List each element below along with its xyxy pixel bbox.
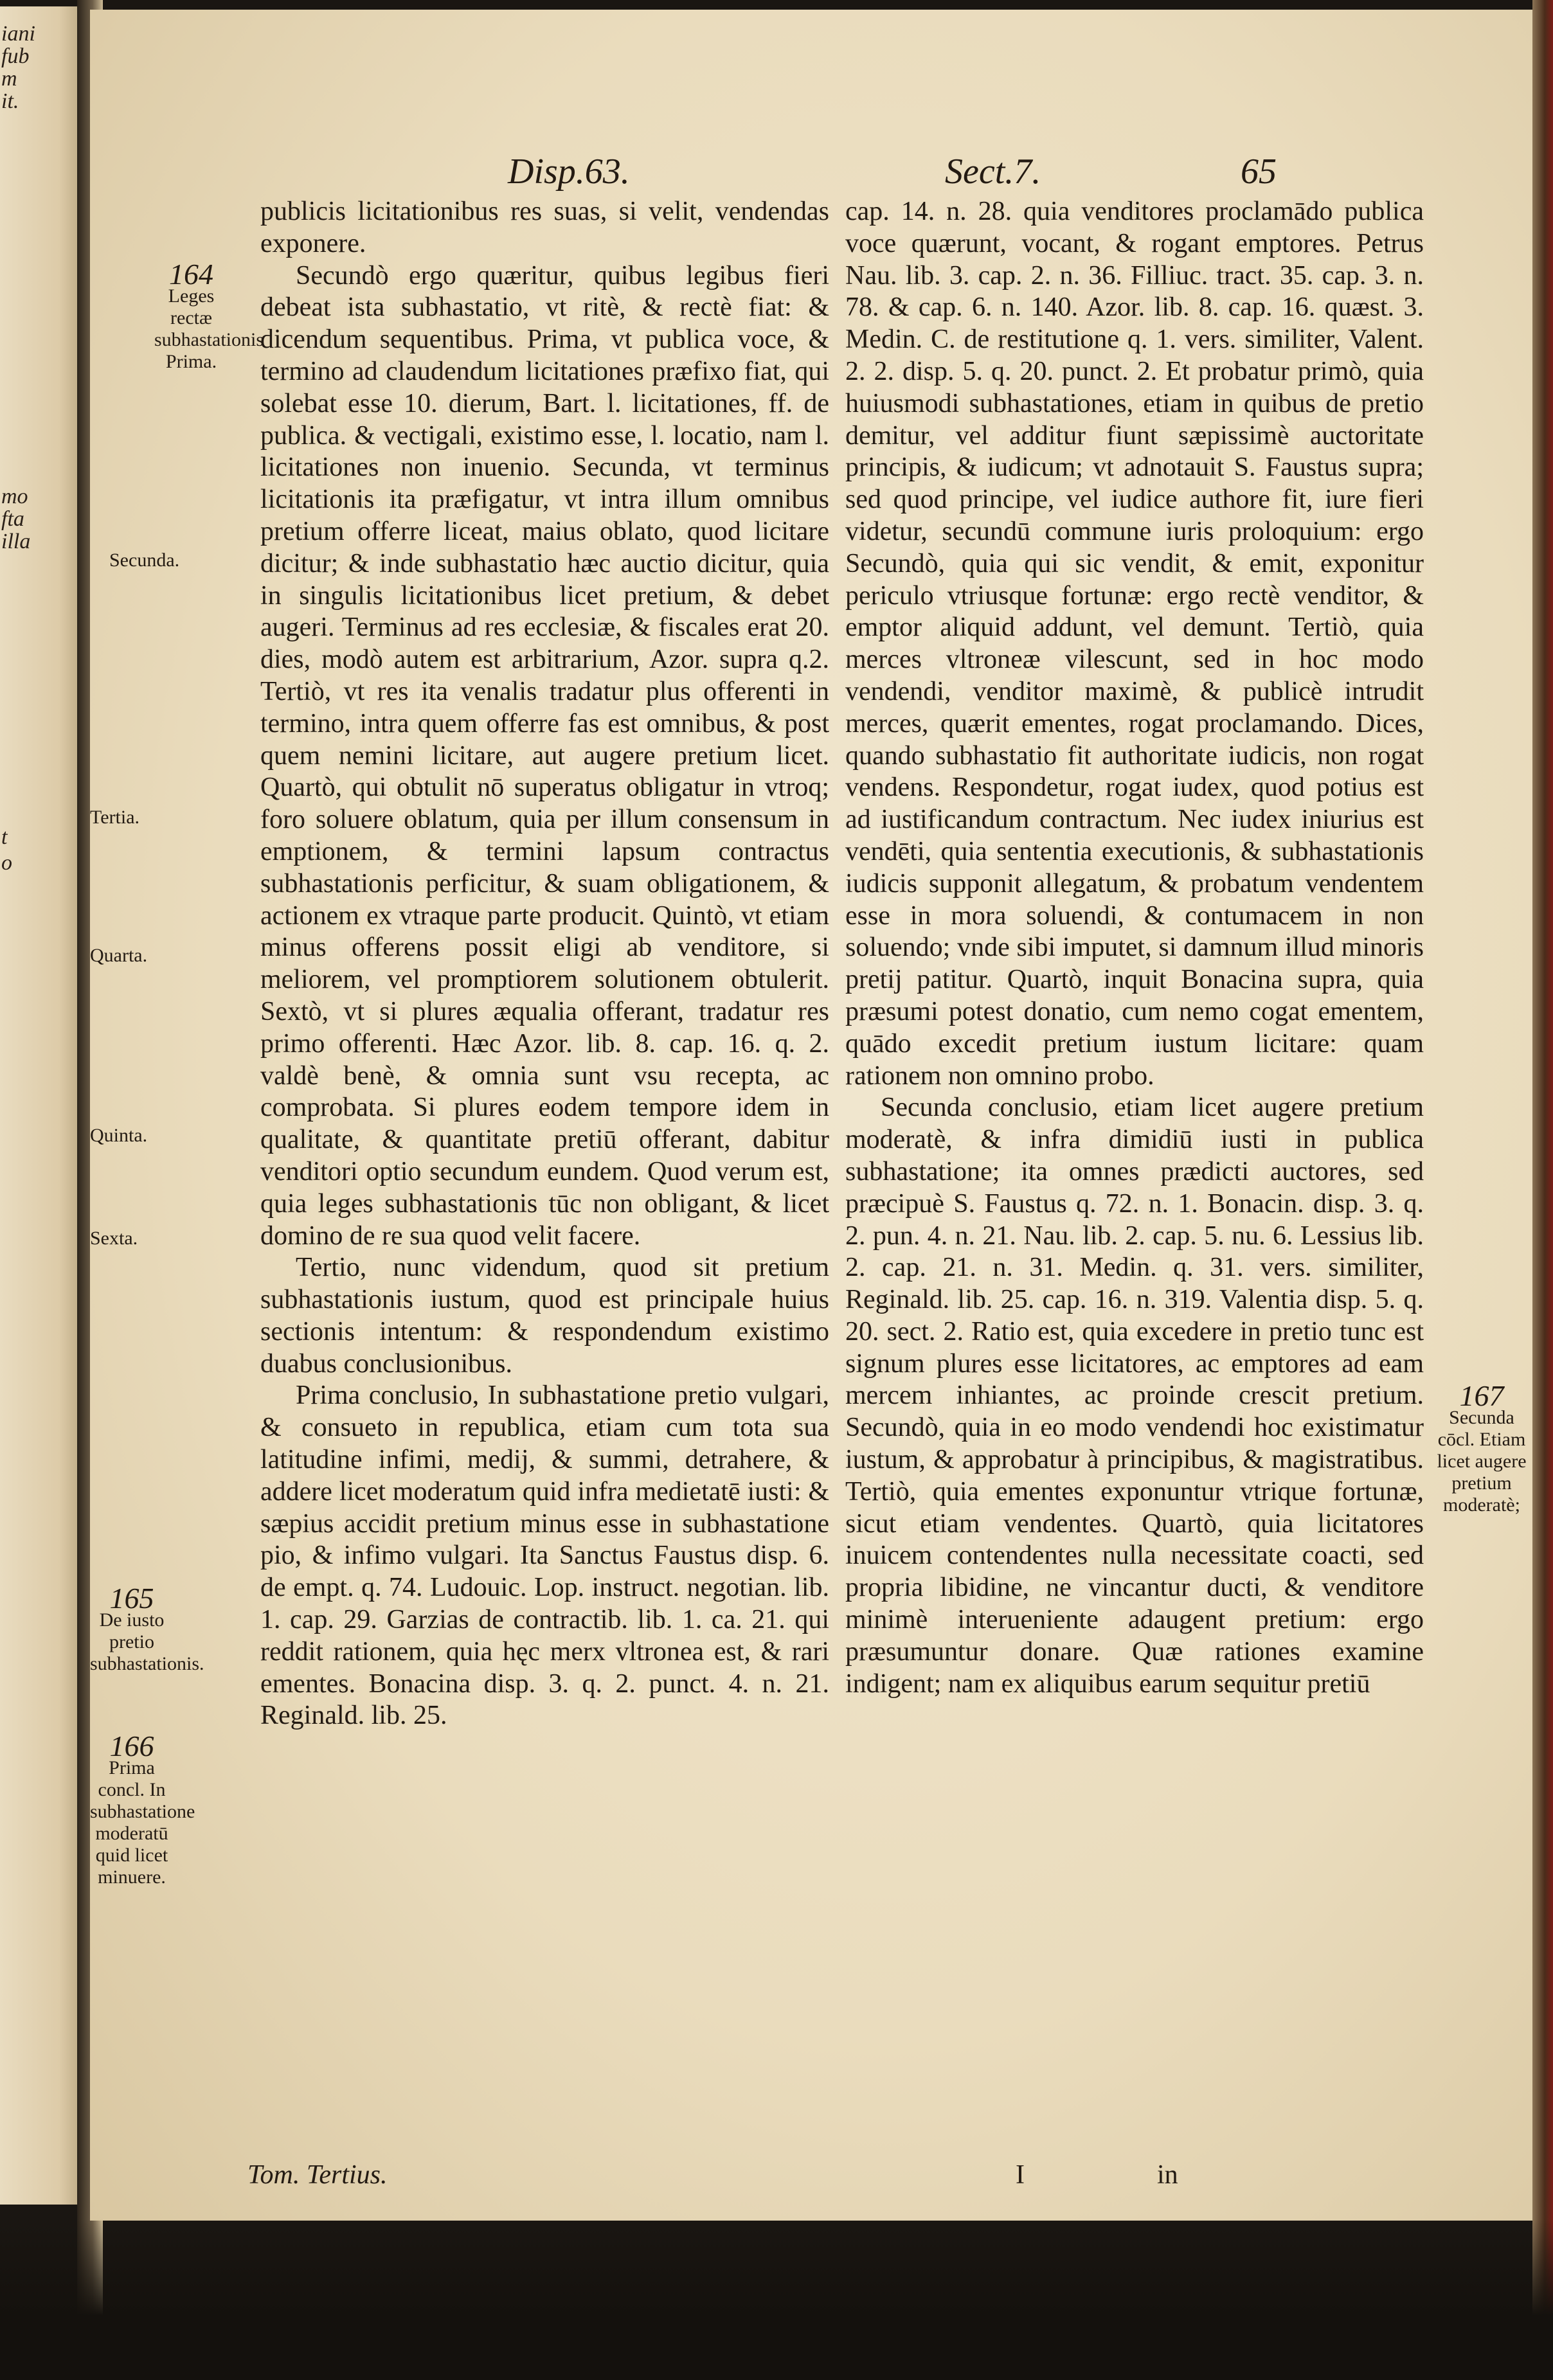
margin-note-secunda: Secunda.: [109, 550, 180, 571]
signature-mark: I: [1016, 2160, 1025, 2190]
margin-note-165: [90, 1582, 204, 1675]
margin-note-sexta: Sexta.: [90, 1228, 138, 1249]
paragraph-number: 164: [169, 258, 213, 291]
prev-fragment: t: [1, 825, 8, 849]
prev-fragment: o: [1, 851, 12, 875]
margin-note-tertia: Tertia.: [90, 807, 140, 828]
prev-fragment: fta: [1, 507, 24, 531]
prev-fragment: iani: [1, 22, 35, 46]
paragraph: publicis licitationibus res suas, si velit, vendendas exponere.: [260, 197, 829, 258]
paragraph-number: 166: [109, 1730, 154, 1762]
margin-note-text: Prima concl. In subhastatione moderatū quid licet minuere.: [90, 1757, 195, 1888]
margin-note-quinta: Quinta.: [90, 1125, 148, 1146]
margin-note-text: Leges rectæ subhastationis Prima.: [154, 285, 264, 372]
previous-page-strip: [0, 6, 85, 2205]
margin-note-164: [154, 258, 264, 373]
paragraph-number: 165: [109, 1582, 154, 1615]
margin-note-text: Secunda cōcl. Etiam licet augere pretium moderatè;: [1437, 1407, 1527, 1516]
volume-label: Tom. Tertius.: [247, 2160, 388, 2190]
paragraph-number: 167: [1459, 1379, 1504, 1412]
paragraph: cap. 14. n. 28. quia venditores proclamādo publica voce quærunt, vocant, & rogant emptores. Petrus Nau. lib. 3. cap. 2. n. 36. Filliuc. tract. 35. cap. 3. n. 78. & cap. 6. n. 140. Azor. lib. 8. cap. 16. quæst. 3. Medin. C. de restitutione q. 1. vers. similiter, Valent. 2. 2. disp. 5. q. 20. punct. 2. Et probatur primò, quia huiusmodi subhastationes, etiam in quibus de pretio demitur, vel additur fiunt sæpissimè auctoritate principis, & iudicum; vt adnotauit S. Faustus supra; sed quod principe, vel iudice authore fit, iure fieri videtur, secundū commune iuris proloquium: ergo Secundò, quia qui sic vendit, & emit, exponitur periculo vtriusque fortunæ: ergo rectè venditor, & emptor aliquid addunt, vel demunt. Tertiò, quia merces vltroneæ vilescunt, sed in hoc modo vendendi, venditor maximè, & publicè intrudit merces, quærit ementes, rogat proclamando. Dices, quando subhastatio fit authoritate iudicis, non rogat vendens. Respondetur, rogat iudex, quod potius est ad iustificandum contractum. Nec iudex iniurius est vendēti, quia sententia executionis, & subhastationis iudicis supponit allegatum, & probatum vendentem esse in mora soluendi, & contumacem in non soluendo; vnde sibi imputet, si damnum illud minoris pretij patitur. Quartò, inquit Bonacina supra, quia præsumi potest donatio, cum nemo cogat ementem, quādo excedit pretium iustum licitare: quam rationem non omnino probo.: [845, 197, 1424, 1091]
margin-note-167: [1433, 1379, 1530, 1516]
page-number: 65: [1241, 152, 1277, 192]
left-text-column: [260, 196, 829, 1732]
margin-note-text: De iusto pretio subhastationis.: [90, 1609, 204, 1674]
book-edge: [1532, 0, 1553, 2380]
margin-note-166: [90, 1730, 195, 1888]
right-text-column: [845, 196, 1424, 1700]
prev-fragment: mo: [1, 485, 28, 508]
section-heading: Sect.7.: [945, 152, 1041, 192]
background-shadow: [0, 2219, 1553, 2380]
disputation-heading: Disp.63.: [508, 152, 630, 192]
paragraph: Secunda conclusio, etiam licet augere pretium moderatè, & infra dimidiū iusti in publica subhastatione; ita omnes prædicti auctores, sed præcipuè S. Faustus q. 72. n. 1. Bonacin. disp. 3. q. 2. pun. 4. n. 21. Nau. lib. 2. cap. 5. nu. 6. Lessius lib. 2. cap. 21. n. 31. Medin. q. 31. vers. similiter, Reginald. lib. 25. cap. 16. n. 319. Valentia disp. 5. q. 20. sect. 2. Ratio est, quia excedere in pretio tunc est signum plures esse licitatores, ac emptores ad eam mercem inhiantes, ac proinde crescit pretium. Secundò, quia in eo modo vendendi hoc existimatur iustum, & approbatur à principibus, & magistratibus. Tertiò, quia ementes exponuntur vtrique fortunæ, sicut etiam vendentes. Quartò, quia licitatores inuicem contendentes nulla necessitate coacti, sed propria libidine, ne vincantur ducti, & venditore minimè interueniente adaugent pretium: ergo præsumuntur donare. Quæ rationes examine indigent; nam ex aliquibus earum sequitur pretiū: [845, 1093, 1424, 1699]
prev-fragment: illa: [1, 530, 31, 553]
book-page: [90, 10, 1533, 2221]
prev-fragment: it.: [1, 89, 19, 113]
paragraph: Tertio, nunc videndum, quod sit pretium subhastationis iustum, quod est principale huius sectionis intentum: & respondendum existimo duabus conclusionibus.: [260, 1253, 829, 1379]
prev-fragment: fub: [1, 44, 30, 68]
running-head: [90, 151, 1533, 196]
prev-fragment: m: [1, 67, 17, 91]
catchword: in: [1157, 2160, 1178, 2190]
paragraph: Secundò ergo quæritur, quibus legibus fieri debeat ista subhastatio, vt ritè, & rectè fiat: & dicendum sequentibus. Prima, vt publica voce, & termino ad claudendum licitationes præfixo fiat, qui solebat esse 10. dierum, Bart. l. licitationes, ff. de publica. & vectigali, existimo esse, l. locatio, nam l. licitationes non inuenio. Secunda, vt terminus licitationis ita præfigatur, vt intra illum omnibus pretium offerre liceat, maius oblato, quod licitare dicitur; & inde subhastatio hæc auctio dicitur, quia in singulis licitationibus licet pretium, & debet augeri. Terminus ad res ecclesiæ, & fiscales erat 20. dies, modò autem est arbitrarium, Azor. supra q.2. Tertiò, vt res ita venalis tradatur plus offerenti in termino, intra quem offerre fas est omnibus, & post quem nemini licitare, aut augere pretium licet. Quartò, qui obtulit nō superatus obligatur in vtroq; foro soluere oblatum, quia per illum consensum in emptionem, & termini lapsum contractus subhastationis perficitur, & suam obligationem, & actionem ex vtraque parte producit. Quintò, vt etiam minus offerens possit eligi ab venditore, si meliorem, vel promptiorem solutionem obtulerit. Sextò, vt si plures æqualia offerant, tradatur res primo offerenti. Hæc Azor. lib. 8. cap. 16. q. 2. valdè benè, & omnia sunt vsu recepta, ac comprobata. Si plures eodem tempore idem in qualitate, & quantitate pretiū offerant, dabitur venditori optio secundum eundem. Quod verum est, quia leges subhastationis tūc non obligant, & licet domino de re sua quod velit facere.: [260, 260, 829, 1251]
page-footer: [90, 2160, 1533, 2198]
margin-note-quarta: Quarta.: [90, 945, 148, 966]
paragraph: Prima conclusio, In subhastatione pretio vulgari, & consueto in republica, etiam cum tota sua latitudine infimi, medij, & summi, detrahere, & addere licet moderatum quid infra medietatē iusti: & sæpius accidit pretium minus esse in subhastatione pio, & infimo vulgari. Ita Sanctus Faustus disp. 6. de empt. q. 74. Ludouic. Lop. instruct. negotian. lib. 1. cap. 29. Garzias de contractib. lib. 1. ca. 21. qui reddit rationem, quia hęc merx vltronea est, & rari ementes. Bonacina disp. 3. q. 2. punct. 4. n. 21. Reginald. lib. 25.: [260, 1381, 829, 1731]
